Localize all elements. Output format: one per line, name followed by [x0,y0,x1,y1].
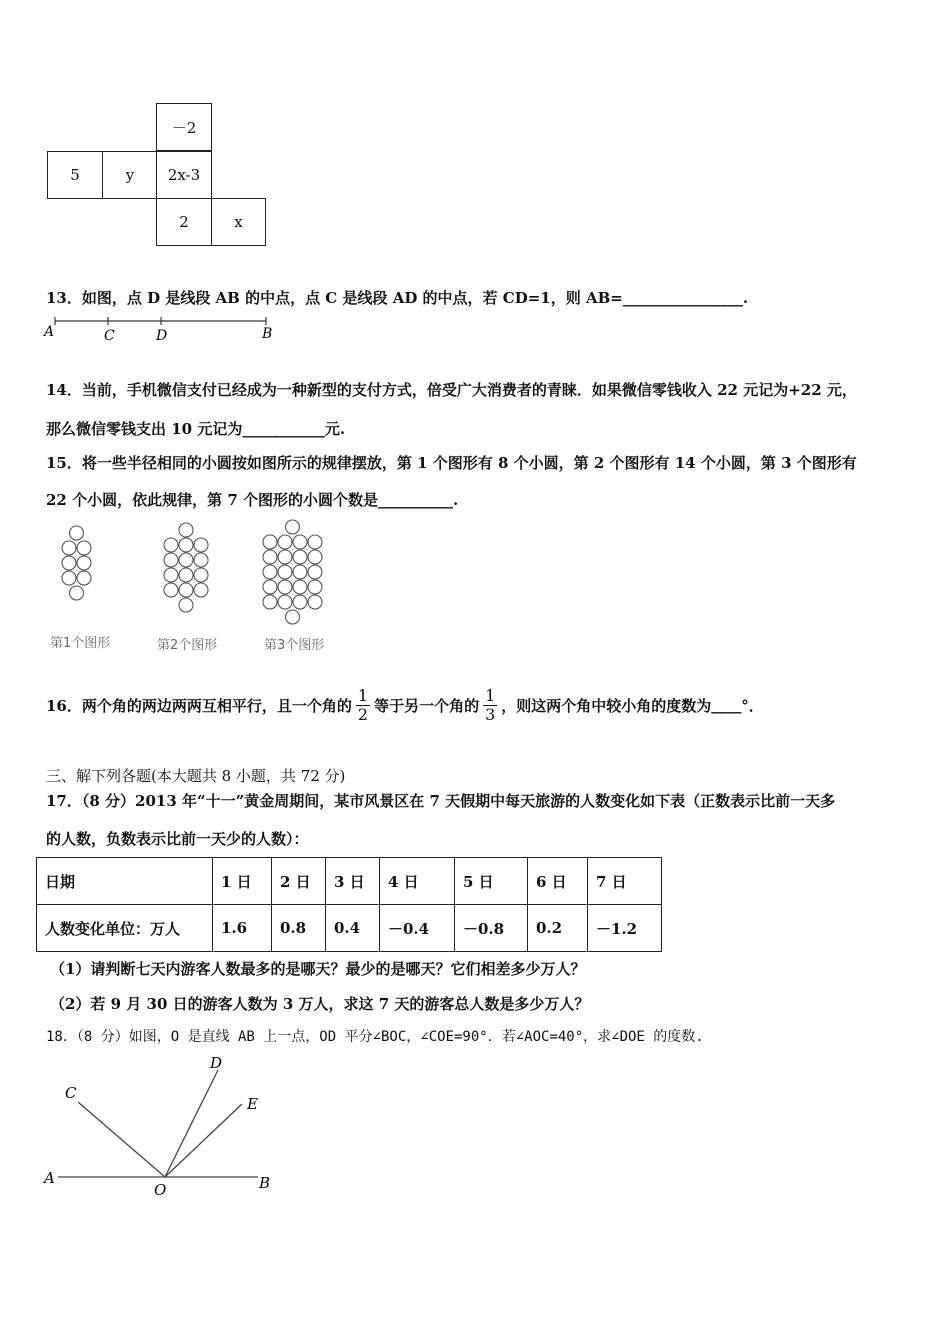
small-circle [263,565,277,579]
small-circle [278,535,292,549]
q13-end: . [742,289,749,307]
small-circle [77,571,91,585]
small-circle [263,580,277,594]
small-circle [194,583,208,597]
label-e: E [247,1095,258,1113]
q16-fraction-2 [483,687,497,724]
label-a: A [44,1169,55,1187]
q13-blank: ________________ [622,289,743,307]
ray-od [165,1070,218,1177]
small-circle [308,550,322,564]
q14-end: 元. [324,420,346,438]
q16-part2: 等于另一个角的 [374,696,480,715]
small-circle [293,595,307,609]
question-16 [46,683,764,727]
small-circle [77,556,91,570]
table-cell: 6 日 [528,858,588,905]
label-b: B [259,1174,271,1192]
net-cell-left: 5 [47,151,103,199]
q17-sub-question-1: （1）请判断七天内游客人数最多的是哪天？最少的是哪天？它们相差多少万人？ [50,960,586,978]
q15-text: 22 个小圆，依此规律，第 7 个图形的小圆个数是 [46,491,378,509]
q14-blank: ___________ [242,420,325,438]
small-circle [179,583,193,597]
label-d: D [156,328,168,344]
net-cell-bottom: 2 [156,198,212,246]
small-circle [77,541,91,555]
table-cell: 7 日 [588,858,662,905]
q16-frac1-num: 1 [357,685,369,705]
small-circle [286,610,300,624]
q13-segment-figure [40,312,280,346]
label-b: B [262,326,273,342]
small-circle [293,580,307,594]
q14-text: 那么微信零钱支出 10 元记为 [46,420,243,438]
q16-part3: ，则这两个角中较小角的度数为 [501,696,712,715]
label-o: O [154,1181,167,1199]
ray-oc [78,1102,165,1177]
table-cell: －0.4 [380,905,455,952]
small-circle [62,541,76,555]
small-circle [164,568,178,582]
q18-angle-figure [40,1052,290,1202]
q15-end: . [452,491,459,509]
small-circle [179,553,193,567]
label-a: A [44,324,55,340]
small-circle [263,535,277,549]
table-cell: 1 日 [213,858,272,905]
small-circle [278,565,292,579]
q17-header-row [37,858,662,905]
q17-sub-question-2: （2）若 9 月 30 日的游客人数为 3 万人，求这 7 天的游客总人数是多少万人？ [50,995,590,1013]
circle-pattern-figure [40,518,350,630]
small-circle [263,550,277,564]
q13-text: 13．如图，点 D 是线段 AB 的中点，点 C 是线段 AD 的中点，若 CD=1，则 AB= [46,289,623,307]
label-d: D [210,1054,223,1072]
net-cell-bottom-right: x [211,198,266,246]
q16-frac2-num: 1 [485,685,496,705]
question-15-line2 [46,489,458,510]
small-circle [278,595,292,609]
table-cell: 5 日 [455,858,528,905]
figure-3-caption: 第3个图形 [264,638,325,653]
question-14-line2 [46,418,345,439]
table-cell: 2 日 [272,858,326,905]
question-14-line1: 14．当前，手机微信支付已经成为一种新型的支付方式，倍受广大消费者的青睐．如果微信零钱收入 22 元记为+22 元， [46,381,857,399]
table-cell: 0.4 [326,905,380,952]
small-circle [194,538,208,552]
small-circle [286,520,300,534]
q17-table [36,857,662,952]
small-circle [70,526,84,540]
q16-frac2-den: 3 [485,704,496,724]
table-cell: 1.6 [213,905,272,952]
table-cell: 0.2 [528,905,588,952]
small-circle [179,568,193,582]
label-c: C [65,1084,77,1102]
small-circle [164,583,178,597]
table-cell: 3 日 [326,858,380,905]
figure-1-caption: 第1个图形 [50,636,111,651]
small-circle [308,565,322,579]
q15-blank: __________ [377,491,453,509]
section-3-heading: 三、解下列各题(本大题共 8 小题，共 72 分) [46,767,346,785]
ray-oe [165,1104,242,1177]
small-circle [278,580,292,594]
table-cell: 4 日 [380,858,455,905]
question-17-line2: 的人数，负数表示比前一天少的人数）： [46,830,309,848]
q16-blank: ____ [711,696,742,714]
q16-end: °． [741,696,764,715]
table-cell: 人数变化单位：万人 [37,905,213,952]
small-circle [293,535,307,549]
small-circle [278,550,292,564]
small-circle [293,565,307,579]
question-13 [46,287,748,308]
small-circle [179,538,193,552]
net-cell-center: 2x-3 [156,151,212,199]
small-circle [62,556,76,570]
small-circle [164,553,178,567]
question-17-line1: 17．（8 分）2013 年“十一”黄金周期间，某市风景区在 7 天假期中每天旅游的人数变化如下表（正数表示比前一天多 [46,792,836,810]
small-circle [62,571,76,585]
small-circle [263,595,277,609]
small-circle [308,535,322,549]
net-cell-top: －2 [156,103,212,151]
net-cell-middle-left: y [102,151,158,199]
table-cell: 日期 [37,858,213,905]
small-circle [308,580,322,594]
small-circle [194,553,208,567]
label-c: C [104,328,115,344]
small-circle [308,595,322,609]
question-15-line1: 15．将一些半径相同的小圆按如图所示的规律摆放，第 1 个图形有 8 个小圆，第 2 个图形有 14 个小圆，第 3 个图形有 [46,454,857,472]
table-cell: 0.8 [272,905,326,952]
q17-data-row [37,905,662,952]
q16-part1: 16．两个角的两边两两互相平行，且一个角的 [46,696,352,715]
question-18: 18．（8 分）如图，O 是直线 AB 上一点，OD 平分∠BOC，∠COE=90°．若∠AOC=40°，求∠DOE 的度数. [46,1029,704,1045]
small-circle [179,598,193,612]
figure-2-caption: 第2个图形 [157,638,218,653]
small-circle [70,586,84,600]
small-circle [179,523,193,537]
table-cell: －1.2 [588,905,662,952]
q16-fraction-1 [356,687,370,724]
small-circle [194,568,208,582]
q16-frac1-den: 2 [357,704,369,724]
small-circle [293,550,307,564]
table-cell: －0.8 [455,905,528,952]
small-circle [164,538,178,552]
